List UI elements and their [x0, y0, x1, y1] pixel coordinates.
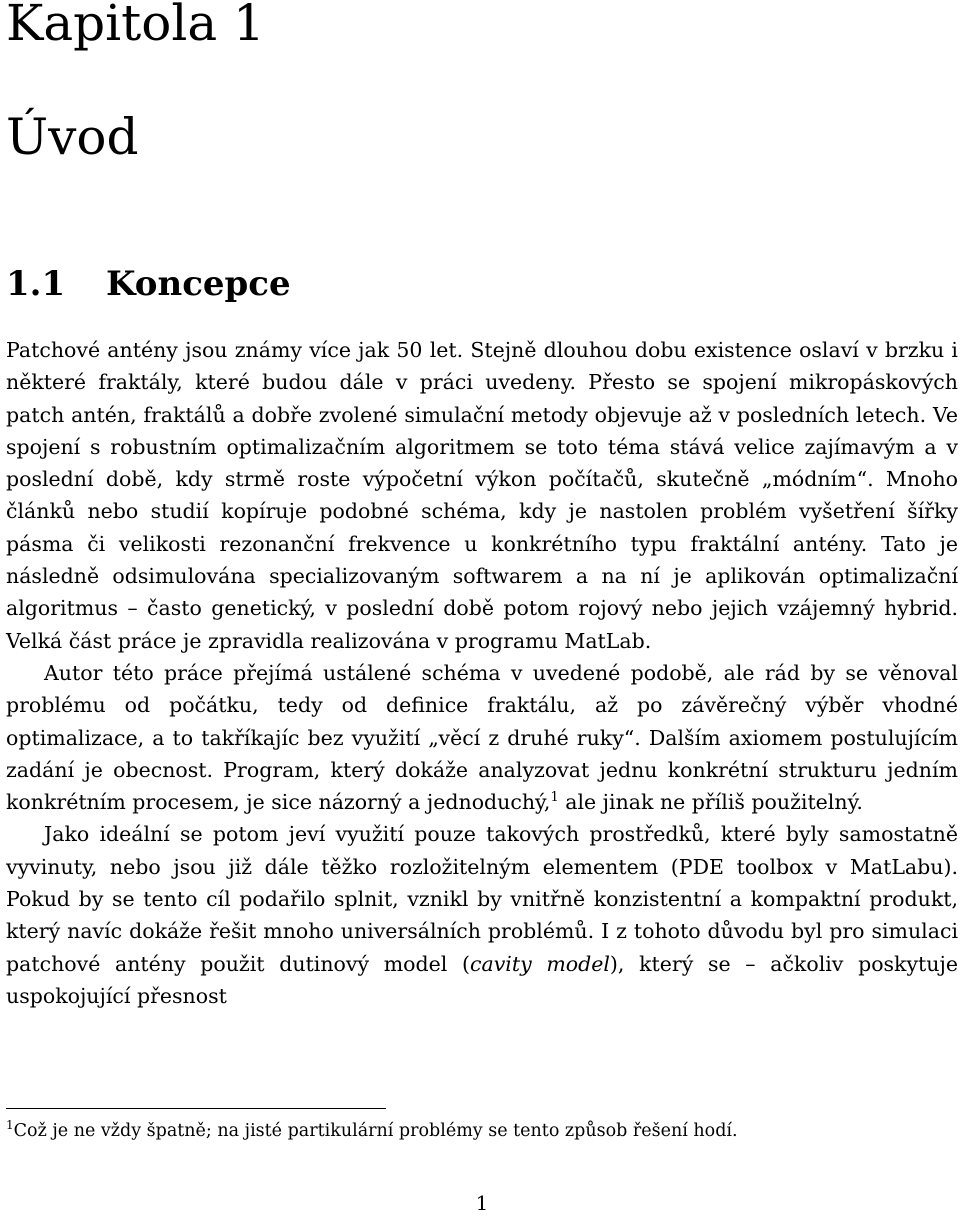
document-page	[6, 0, 958, 1220]
paragraph-text: Autor této práce přejímá ustálené schéma v uvedené podobě, ale rád by se věnoval problému od počátku, tedy od definice fraktálu, až po závěrečný výběr vhodné optimalizace, a to takříkajíc bez využití „věcí z druhé ruky“. Dalším axiomem postulujícím zadání je obecnost. Program, který dokáže analyzovat jednu konkrétní strukturu jedním konkrétním procesem, je sice názorný a jednoduchý,	[6, 660, 958, 815]
footnote-number: 1	[6, 1118, 14, 1133]
chapter-label: Kapitola 1	[6, 0, 265, 52]
paragraph	[6, 818, 958, 1012]
paragraph-text: ), který se – ačkoliv poskytuje uspokojující přesnost	[6, 951, 958, 1008]
section-title: Koncepce	[106, 264, 291, 304]
section-heading	[6, 264, 291, 304]
page-number: 1	[475, 1191, 489, 1215]
paragraph-text: Jako ideální se potom jeví využití pouze takových prostředků, které byly samostatně vyvinuty, nebo jsou již dále těžko rozložitelným elementem (PDE toolbox v MatLabu). Pokud by se tento cíl podařilo splnit, vznikl by vnitřně konzistentní a kompaktní produkt, který navíc dokáže řešit mnoho universálních problémů. I z tohoto důvodu byl pro simulaci patchové antény použit dutinový model (	[6, 822, 958, 976]
paragraph	[6, 657, 958, 818]
chapter-title: Úvod	[6, 108, 139, 166]
footnote-reference[interactable]: 1	[550, 790, 559, 806]
body-text	[6, 334, 958, 1012]
footnote-divider	[6, 1108, 386, 1109]
paragraph: Patchové antény jsou známy více jak 50 let. Stejně dlouhou dobu existence oslaví v brzku i některé fraktály, které budou dále v práci uvedeny. Přesto se spojení mikropáskových patch antén, fraktálů a dobře zvolené simulační metody objevuje až v posledních letech. Ve spojení s robustním optimalizačním algoritmem se toto téma stává velice zajímavým a v poslední době, kdy strmě roste výpočetní výkon počítačů, skutečně „módním“. Mnoho článků nebo studií kopíruje podobné schéma, kdy je nastolen problém vyšetření šířky pásma či velikosti rezonanční frekvence u konkrétního typu fraktální antény. Tato je následně odsimulována specializovaným softwarem a na ní je aplikován optimalizační algoritmus – často genetický, v poslední době potom rojový nebo jejich vzájemný hybrid. Velká část práce je zpravidla realizována v programu MatLab.	[6, 338, 958, 653]
section-number: 1.1	[6, 264, 66, 304]
footnote	[6, 1118, 958, 1144]
footnote-text: Což je ne vždy špatně; na jisté partikulární problémy se tento způsob řešení hodí.	[13, 1121, 738, 1141]
paragraph-text: ale jinak ne příliš použitelný.	[558, 790, 863, 815]
italic-term: cavity model	[469, 951, 610, 976]
